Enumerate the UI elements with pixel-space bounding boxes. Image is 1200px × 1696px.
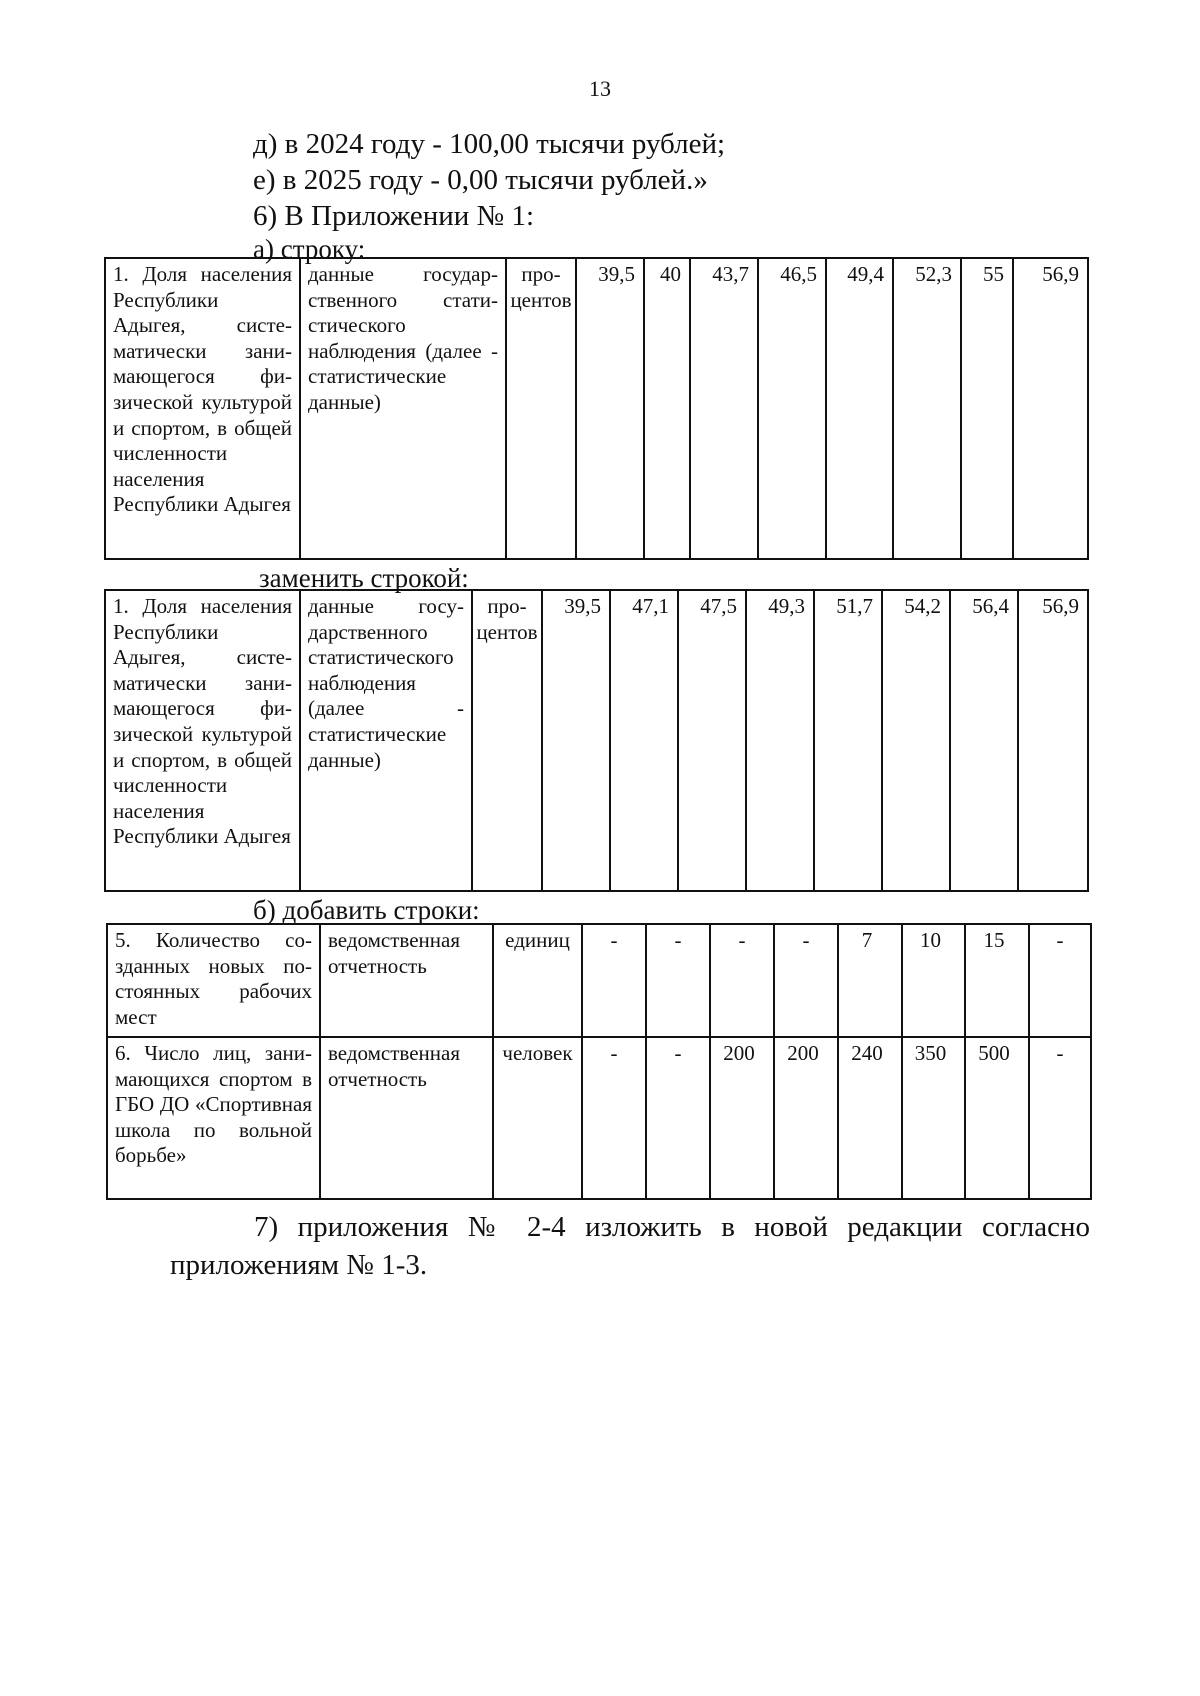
unit-cell: единиц [493,924,582,1037]
table-added-rows [106,923,1092,1200]
indicator-cell: 6. Число лиц, занимающихся спортом в ГБО ДО «Спортивная школа по вольной борьбе» [107,1037,320,1199]
table-old-row [104,257,1089,560]
value-cell: 200 [710,1037,774,1199]
value-cell: 350 [902,1037,965,1199]
source-cell: ведомственная отчетность [320,924,493,1037]
value-cell: - [582,924,646,1037]
value-cell: 200 [774,1037,838,1199]
value-cell: 56,9 [1018,590,1088,891]
value-cell: 39,5 [576,258,644,559]
value-cell: 10 [902,924,965,1037]
value-cell: 54,2 [882,590,950,891]
add-label: б) добавить строки: [253,895,480,925]
value-cell: 55 [961,258,1013,559]
table-row [107,1037,1091,1199]
source-cell: ведомственная отчетность [320,1037,493,1199]
value-cell: 7 [838,924,902,1037]
indicator-cell: 1. Доля населения Республики Адыгея, систематически занимающегося физической культурой и спортом, в общей численности населения Республики Адыгея [105,590,300,891]
table-row [105,258,1088,559]
value-cell: 46,5 [758,258,826,559]
unit-cell: процентов [472,590,542,891]
value-cell: 51,7 [814,590,882,891]
page-number: 13 [589,76,611,101]
value-cell: 56,4 [950,590,1018,891]
intro-line-6: 6) В Приложении № 1: [253,200,535,232]
value-cell: 52,3 [893,258,961,559]
value-cell: - [710,924,774,1037]
value-cell: 43,7 [690,258,758,559]
indicator-cell: 5. Количество созданных новых постоянных рабочих мест [107,924,320,1037]
unit-cell: человек [493,1037,582,1199]
indicator-cell: 1. Доля населения Республики Адыгея, систематически занимающегося физической культурой и спортом, в общей численности населения Республики Адыгея [105,258,300,559]
value-cell: - [1029,1037,1091,1199]
value-cell: - [646,924,710,1037]
value-cell: 49,3 [746,590,814,891]
value-cell: 500 [965,1037,1029,1199]
value-cell: - [1029,924,1091,1037]
value-cell: 15 [965,924,1029,1037]
value-cell: 240 [838,1037,902,1199]
table-new-row [104,589,1089,892]
value-cell: 39,5 [542,590,610,891]
table-row [107,924,1091,1037]
intro-line-a: а) строку: [253,234,366,264]
value-cell: 49,4 [826,258,893,559]
value-cell: 47,5 [678,590,746,891]
value-cell: - [774,924,838,1037]
value-cell: - [582,1037,646,1199]
intro-line-d: д) в 2024 году - 100,00 тысячи рублей; [253,128,726,160]
value-cell: - [646,1037,710,1199]
unit-cell: процентов [506,258,576,559]
source-cell: данные государственного статистического наблюдения (далее - статистические данные) [300,590,472,891]
final-paragraph: 7) приложения № 2-4 изложить в новой редакции согласно приложениям № 1-3. [170,1211,1090,1281]
source-cell: данные государственного статистического наблюдения (далее - статистические данные) [300,258,506,559]
value-cell: 40 [644,258,690,559]
value-cell: 47,1 [610,590,678,891]
value-cell: 56,9 [1013,258,1088,559]
replace-label: заменить строкой: [259,563,469,593]
intro-line-e: е) в 2025 году - 0,00 тысячи рублей.» [253,164,708,196]
table-row [105,590,1088,891]
